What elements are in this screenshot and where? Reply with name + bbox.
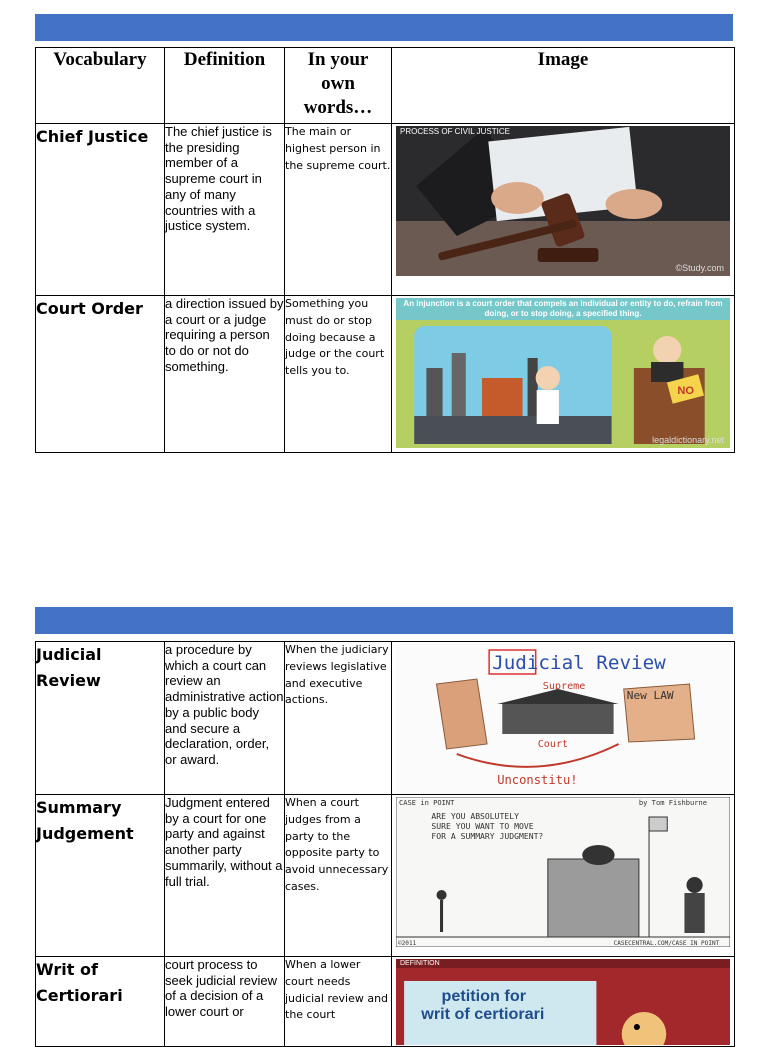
image-cell [392, 296, 735, 453]
own-words-cell: The main or highest person in the supreme court. [285, 124, 392, 296]
image-watermark: legaldictionary.net [652, 435, 724, 445]
cartoon-footer-right: CASECENTRAL.COM/CASE IN POINT [613, 940, 720, 947]
jr-supreme: Supreme [542, 681, 586, 692]
image-cell [392, 124, 735, 296]
definition-cell: a procedure by which a court can review an administrative action by a public body and secure a declaration, order, or award. [165, 642, 285, 795]
cartoon-speech-3: FOR A SUMMARY JUDGMENT? [431, 832, 544, 841]
term-cell: Writ of Certiorari [36, 957, 165, 1047]
image-caption: PROCESS OF CIVIL JUSTICE [400, 127, 510, 136]
cert-title-2: writ of certiorari [421, 1005, 545, 1023]
judicial-review-image [396, 644, 730, 794]
definition-cell: Judgment entered by a court for one party and against another party summarily, without a full trial. [165, 795, 285, 957]
definition-cell: The chief justice is the presiding member of a supreme court in any of many countries with a justice system. [165, 124, 285, 296]
jr-unconst: Unconstitu! [497, 773, 578, 787]
certiorari-image [396, 959, 730, 1045]
injunction-image [396, 298, 730, 448]
cert-title-1: petition for [441, 987, 527, 1005]
table-row [36, 957, 735, 1047]
image-cell [392, 957, 735, 1047]
gavel-image [396, 126, 730, 276]
header-vocabulary: Vocabulary [36, 48, 165, 124]
header-definition: Definition [165, 48, 285, 124]
table-header-row [36, 48, 735, 124]
definition-cell: a direction issued by a court or a judge requiring a person to do or not do something. [165, 296, 285, 453]
vocabulary-table-2 [35, 641, 735, 1047]
own-words-cell: Something you must do or stop doing because a judge or the court tells you to. [285, 296, 392, 453]
cartoon-footer-left: ©2011 [398, 940, 417, 947]
table-row [36, 795, 735, 957]
table-row [36, 642, 735, 795]
jr-court: Court [537, 739, 569, 750]
jr-new-law: New LAW [626, 689, 674, 702]
cartoon-speech-2: SURE YOU WANT TO MOVE [431, 822, 534, 831]
image-cell [392, 642, 735, 795]
image-caption: DEFINITION [400, 960, 440, 967]
image-caption: An injunction is a court order that compels an individual or entity to do, refrain from doing, or to stop doing, a specified thing. [396, 298, 730, 320]
term-cell: Chief Justice [36, 124, 165, 296]
jr-title: Judicial Review [492, 651, 666, 674]
vocabulary-table-1 [35, 47, 735, 453]
header-bar-bottom [35, 607, 733, 634]
image-cell [392, 795, 735, 957]
header-image: Image [392, 48, 735, 124]
own-words-cell: When a court judges from a party to the opposite party to avoid unnecessary cases. [285, 795, 392, 957]
cartoon-speech-1: ARE YOU ABSOLUTELY [431, 812, 519, 821]
term-cell: Court Order [36, 296, 165, 453]
table-row [36, 124, 735, 296]
summary-judgment-cartoon [396, 797, 730, 947]
header-bar-top [35, 14, 733, 41]
header-own-words: In your own words… [285, 48, 392, 124]
definition-cell: court process to seek judicial review of a decision of a lower court or [165, 957, 285, 1047]
cartoon-header-left: CASE in POINT [399, 798, 455, 807]
term-cell: Summary Judgement [36, 795, 165, 957]
own-words-cell: When a lower court needs judicial review and the court [285, 957, 392, 1047]
no-sign-text: NO [677, 385, 695, 397]
own-words-cell: When the judiciary reviews legislative and executive actions. [285, 642, 392, 795]
image-watermark: ©Study.com [675, 263, 724, 273]
term-cell: Judicial Review [36, 642, 165, 795]
cartoon-header-right: by Tom Fishburne [638, 798, 708, 807]
table-row [36, 296, 735, 453]
